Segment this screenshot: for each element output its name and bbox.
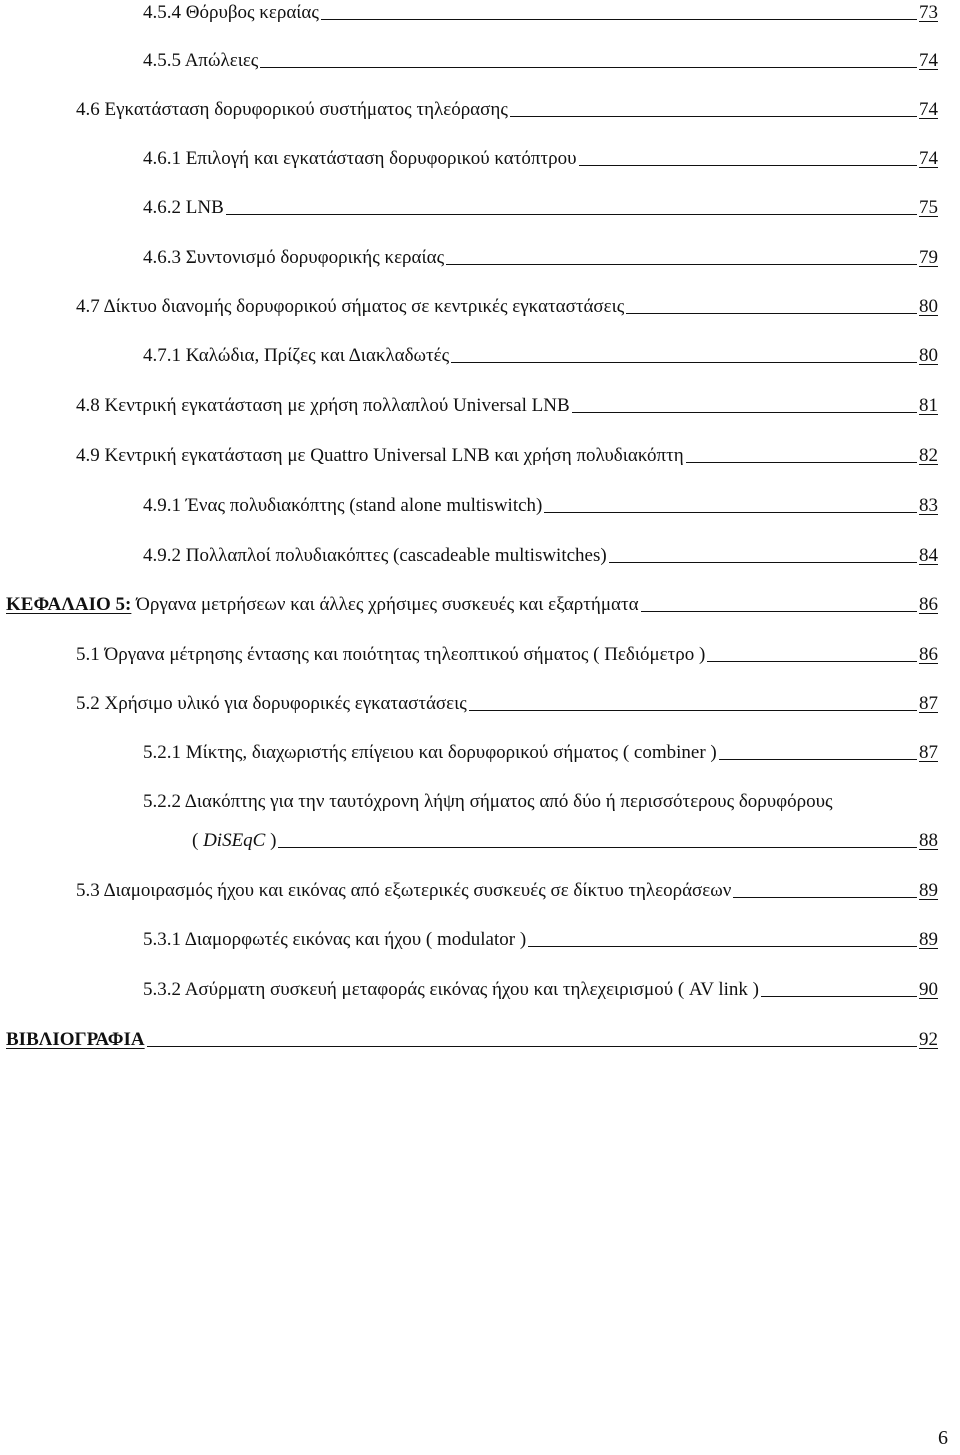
toc-entry-page: 80	[919, 345, 938, 366]
toc-entry-title: 4.7 Δίκτυο διανομής δορυφορικού σήματος σε κεντρικές εγκαταστάσεις	[76, 296, 625, 317]
toc-entry-title: 4.6 Εγκατάσταση δορυφορικού συστήματος τηλεόρασης	[76, 99, 508, 120]
diseqc-open: (	[192, 830, 204, 851]
toc-leader-line	[733, 897, 917, 898]
toc-entry[interactable]	[143, 245, 938, 271]
toc-entry-page: 80	[919, 296, 938, 317]
toc-entry-title: ΒΙΒΛΙΟΓΡΑΦΙΑ	[6, 1029, 145, 1050]
toc-leader-line	[260, 67, 917, 68]
toc-leader-line	[321, 19, 917, 20]
toc-entry-page: 73	[919, 2, 938, 23]
toc-entry[interactable]	[143, 343, 938, 369]
toc-entry-title: 4.8 Κεντρική εγκατάσταση με χρήση πολλαπλού Universal LNB	[76, 395, 570, 416]
toc-entry-page: 82	[919, 445, 938, 466]
toc-leader-line	[579, 165, 918, 166]
toc-bibliography-entry[interactable]	[6, 1027, 938, 1053]
toc-leader-line	[147, 1046, 917, 1047]
toc-entry[interactable]	[76, 443, 938, 469]
toc-leader-line	[686, 462, 917, 463]
toc-leader-line	[609, 562, 917, 563]
toc-leader-line	[446, 264, 917, 265]
toc-leader-line	[510, 116, 917, 117]
toc-entry-title	[192, 828, 276, 854]
toc-entry-page: 74	[919, 99, 938, 120]
toc-leader-line	[278, 847, 917, 848]
toc-entry-page: 90	[919, 979, 938, 1000]
toc-entry-title: 4.5.4 Θόρυβος κεραίας	[143, 2, 319, 23]
toc-leader-line	[226, 214, 917, 215]
chapter-prefix: ΚΕΦΑΛΑΙΟ 5:	[6, 594, 132, 615]
toc-entry-page: 83	[919, 495, 938, 516]
toc-chapter-entry[interactable]	[6, 592, 938, 618]
chapter-title: Όργανα μετρήσεων και άλλες χρήσιμες συσκευές και εξαρτήματα	[131, 594, 639, 615]
toc-leader-line	[761, 996, 917, 997]
toc-entry[interactable]	[143, 48, 938, 74]
toc-entry-title: 5.3.2 Ασύρματη συσκευή μεταφοράς εικόνας ήχου και τηλεχειρισμού ( AV link )	[143, 979, 759, 1000]
toc-entry[interactable]	[143, 195, 938, 221]
toc-entry-title: 4.6.2 LNB	[143, 197, 224, 218]
toc-entry-page: 84	[919, 545, 938, 566]
toc-entry-title: 5.2.1 Μίκτης, διαχωριστής επίγειου και δορυφορικού σήματος ( combiner )	[143, 742, 717, 763]
toc-entry-first-line[interactable]	[143, 789, 938, 815]
toc-entry[interactable]	[143, 543, 938, 569]
toc-entry[interactable]	[76, 294, 938, 320]
toc-leader-line	[451, 362, 917, 363]
toc-entry-page: 74	[919, 148, 938, 169]
toc-entry-page: 86	[919, 594, 938, 615]
toc-entry-page: 87	[919, 693, 938, 714]
toc-entry[interactable]	[143, 493, 938, 519]
toc-entry-title: 4.6.1 Επιλογή και εγκατάσταση δορυφορικού κατόπτρου	[143, 148, 577, 169]
diseqc-close: )	[265, 830, 277, 851]
toc-entry-page: 86	[919, 644, 938, 665]
toc-leader-line	[572, 412, 917, 413]
toc-entry[interactable]	[76, 393, 938, 419]
toc-entry-title: 4.5.5 Απώλειες	[143, 50, 259, 71]
toc-leader-line	[626, 313, 917, 314]
toc-entry-page: 88	[919, 830, 938, 851]
toc-entry-page: 79	[919, 247, 938, 268]
toc-entry-title: 5.2 Χρήσιμο υλικό για δορυφορικές εγκαταστάσεις	[76, 693, 467, 714]
toc-entry-title: 5.2.2 Διακόπτης για την ταυτόχρονη λήψη σήματος από δύο ή περισσότερους δορυφόρους	[143, 791, 833, 812]
toc-leader-line	[469, 710, 917, 711]
toc-entry[interactable]	[143, 927, 938, 953]
toc-entry[interactable]	[143, 146, 938, 172]
toc-entry-page: 87	[919, 742, 938, 763]
toc-entry[interactable]	[143, 740, 938, 766]
toc-entry-page: 74	[919, 50, 938, 71]
toc-entry-page: 92	[919, 1029, 938, 1050]
toc-entry[interactable]	[143, 0, 938, 26]
toc-entry-title: 4.9 Κεντρική εγκατάσταση με Quattro Universal LNB και χρήση πολυδιακόπτη	[76, 445, 684, 466]
toc-entry-title: 4.6.3 Συντονισμό δορυφορικής κεραίας	[143, 247, 445, 268]
toc-entry-title: 4.9.1 Ένας πολυδιακόπτης (stand alone multiswitch)	[143, 495, 543, 516]
toc-entry-page: 89	[919, 880, 938, 901]
page-number: 6	[938, 1427, 948, 1449]
toc-leader-line	[528, 946, 917, 947]
toc-entry-title: 5.3 Διαμοιρασμός ήχου και εικόνας από εξωτερικές συσκευές σε δίκτυο τηλεοράσεων	[76, 880, 732, 901]
toc-entry[interactable]	[76, 642, 938, 668]
toc-leader-line	[641, 611, 917, 612]
toc-entry-page: 89	[919, 929, 938, 950]
toc-entry-page: 81	[919, 395, 938, 416]
toc-entry-title	[6, 592, 639, 618]
toc-leader-line	[707, 661, 917, 662]
toc-entry-title: 5.3.1 Διαμορφωτές εικόνας και ήχου ( modulator )	[143, 929, 527, 950]
toc-entry[interactable]	[76, 878, 938, 904]
toc-entry-title: 4.7.1 Καλώδια, Πρίζες και Διακλαδωτές	[143, 345, 450, 366]
toc-entry[interactable]	[143, 977, 938, 1003]
toc-entry[interactable]	[76, 97, 938, 123]
toc-entry[interactable]	[76, 691, 938, 717]
toc-leader-line	[544, 512, 917, 513]
toc-entry-title: 4.9.2 Πολλαπλοί πολυδιακόπτες (cascadeable multiswitches)	[143, 545, 607, 566]
diseqc-name: DiSEqC	[203, 830, 266, 851]
toc-entry-title: 5.1 Όργανα μέτρησης έντασης και ποιότητας τηλεοπτικού σήματος ( Πεδιόμετρο )	[76, 644, 706, 665]
toc-entry-page: 75	[919, 197, 938, 218]
toc-leader-line	[719, 759, 917, 760]
toc-entry-continuation[interactable]	[192, 828, 938, 854]
